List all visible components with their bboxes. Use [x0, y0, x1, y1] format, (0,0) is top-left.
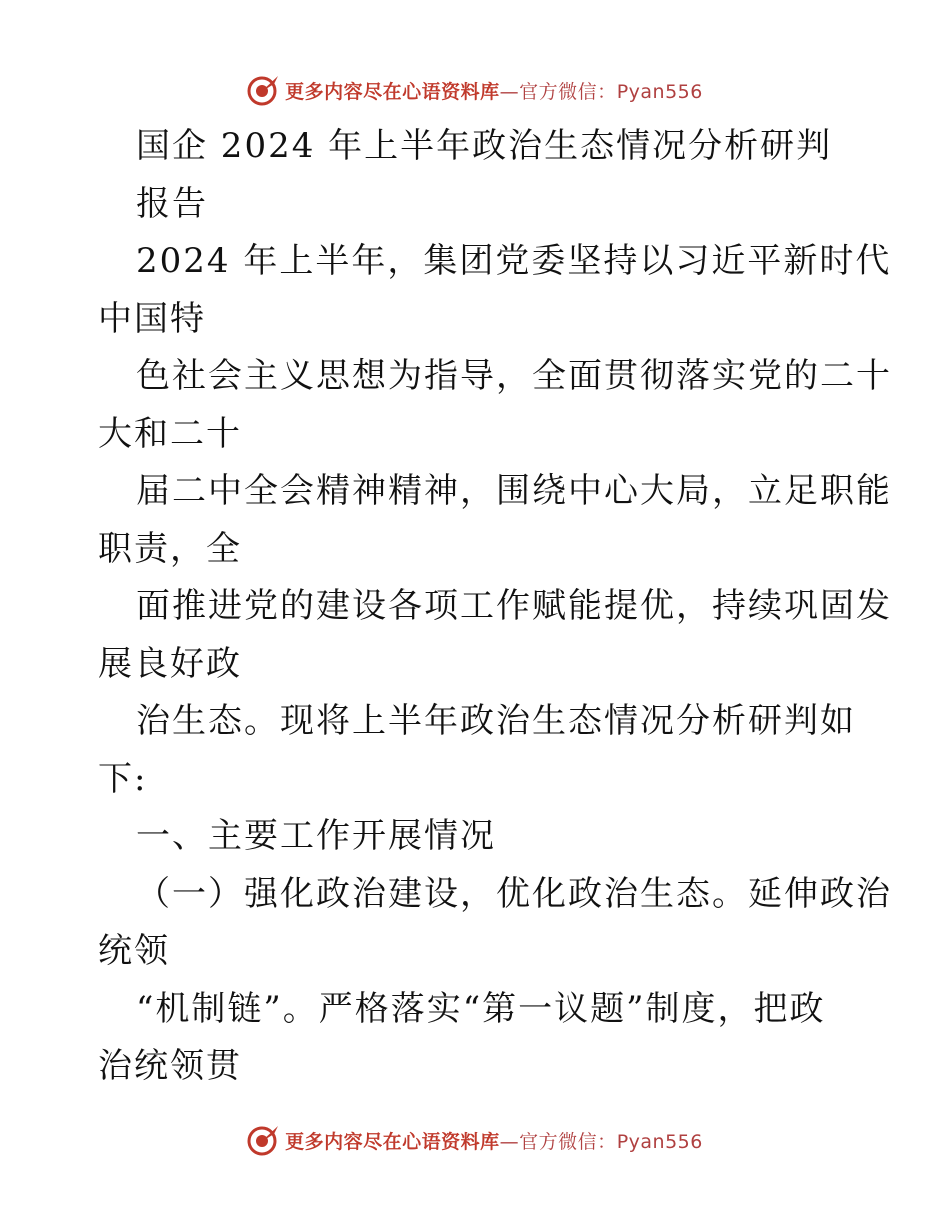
doc-title-line-2: 报告: [136, 183, 208, 224]
header-watermark-banner: [0, 70, 950, 110]
doc-title-line-1: 国企 2024 年上半年政治生态情况分析研判: [136, 126, 833, 166]
banner-main-text: 更多内容尽在心语资料库: [285, 1130, 500, 1153]
banner-wechat-label: 官方微信：: [519, 80, 617, 103]
paragraph-line: 色社会主义思想为指导，全面贯彻落实党的二十: [136, 356, 892, 396]
section-heading: 一、主要工作开展情况: [136, 816, 496, 856]
quill-logo-icon: [247, 73, 281, 107]
paragraph-line: 展良好政: [98, 643, 242, 684]
paragraph-line: 面推进党的建设各项工作赋能提优，持续巩固发: [136, 586, 892, 626]
paragraph-line: 下:: [98, 758, 148, 799]
banner-wechat-id: Pyan556: [616, 1130, 703, 1153]
paragraph-line: “机制链”。严格落实“第一议题”制度，把政: [136, 988, 826, 1029]
paragraph-line: 统领: [98, 931, 170, 971]
footer-watermark-banner: [0, 1120, 950, 1160]
subsection-heading-line: （一）强化政治建设，优化政治生态。延伸政治: [136, 873, 892, 914]
paragraph-line: 中国特: [98, 298, 206, 339]
paragraph-line: 大和二十: [98, 413, 242, 454]
paragraph-line: 届二中全会精神精神，围绕中心大局，立足职能: [136, 471, 892, 511]
banner-wechat-id: Pyan556: [616, 80, 703, 103]
banner-wechat-label: 官方微信：: [519, 1130, 617, 1153]
paragraph-line: 2024 年上半年，集团党委坚持以习近平新时代: [136, 241, 892, 281]
paragraph-line: 职责，全: [98, 528, 242, 569]
document-body: [98, 118, 892, 1096]
banner-separator: —: [499, 1130, 520, 1153]
banner-main-text: 更多内容尽在心语资料库: [285, 80, 500, 103]
paragraph-line: 治统领贯: [98, 1046, 242, 1086]
paragraph-line: 治生态。现将上半年政治生态情况分析研判如: [136, 701, 856, 741]
quill-logo-icon: [247, 1123, 281, 1157]
banner-separator: —: [499, 80, 520, 103]
